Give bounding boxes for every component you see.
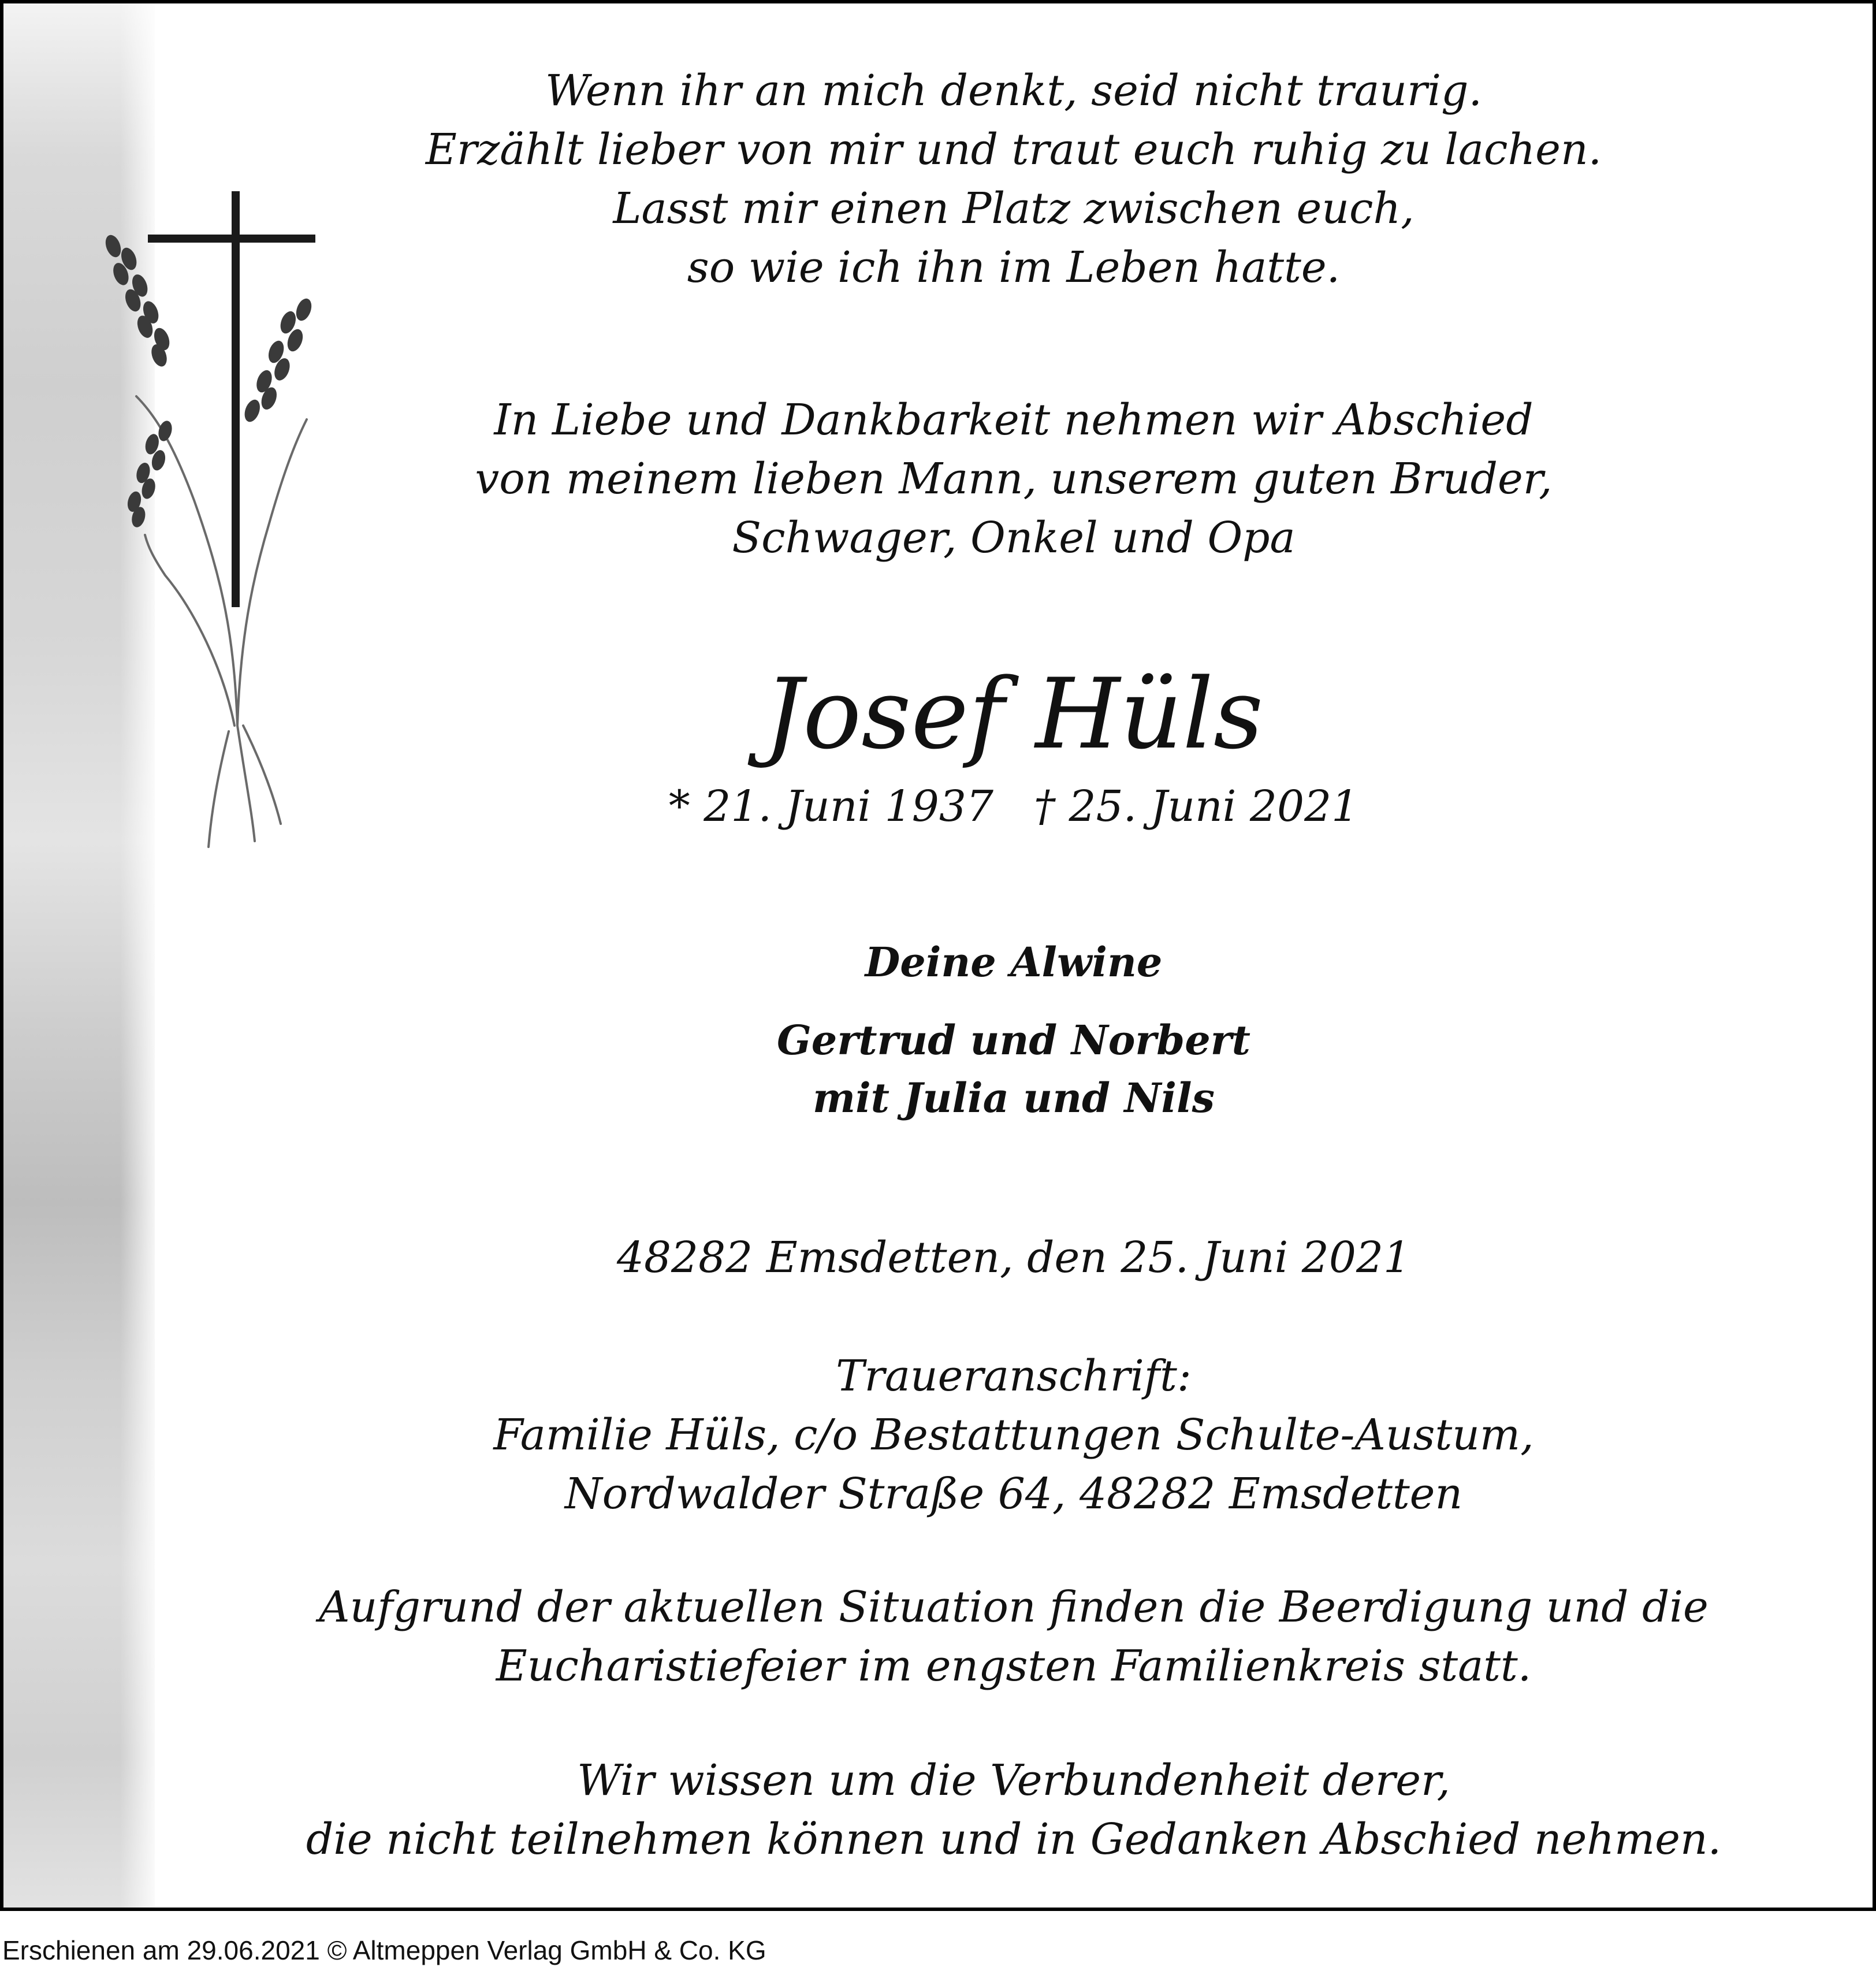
- address-line: Familie Hüls, c/o Bestattungen Schulte-Austum,: [493, 1410, 1534, 1460]
- closing-words: [155, 1751, 1873, 1869]
- mourning-address: [155, 1347, 1873, 1523]
- poem-line: so wie ich ihn im Leben hatte.: [687, 243, 1341, 292]
- funeral-notice: [155, 1578, 1873, 1696]
- intro-line: In Liebe und Dankbarkeit nehmen wir Abschied: [494, 395, 1533, 445]
- intro-line: von meinem lieben Mann, unserem guten Bruder,: [475, 454, 1553, 504]
- family-spouse: Deine Alwine: [865, 938, 1163, 986]
- life-dates: [155, 778, 1873, 835]
- publication-credit: Erschienen am 29.06.2021 © Altmeppen Verlag GmbH & Co. KG: [2, 1935, 766, 1965]
- family-line: mit Julia und Nils: [813, 1074, 1215, 1122]
- death-date: † 25. Juni 2021: [1034, 782, 1359, 831]
- intro-line: Schwager, Onkel und Opa: [732, 513, 1296, 563]
- address-label: Traueranschrift:: [836, 1351, 1192, 1401]
- family-members: [155, 1012, 1873, 1127]
- opening-poem: [155, 61, 1873, 297]
- family-line: Gertrud und Norbert: [777, 1016, 1250, 1064]
- farewell-intro: [155, 391, 1873, 567]
- closing-line: Wir wissen um die Verbundenheit derer,: [577, 1756, 1450, 1805]
- closing-line: die nicht teilnehmen können und in Gedanken Abschied nehmen.: [306, 1815, 1722, 1864]
- poem-line: Erzählt lieber von mir und traut euch ruhig zu lachen.: [425, 125, 1602, 174]
- poem-line: Wenn ihr an mich denkt, seid nicht traurig.: [545, 66, 1482, 116]
- deceased-name: Josef Hüls: [764, 657, 1264, 771]
- poem-line: Lasst mir einen Platz zwischen euch,: [613, 184, 1415, 233]
- address-line: Nordwalder Straße 64, 48282 Emsdetten: [564, 1469, 1463, 1519]
- notice-line: Aufgrund der aktuellen Situation finden die Beerdigung und die: [319, 1582, 1708, 1632]
- notice-line: Eucharistiefeier im engsten Familienkreis statt.: [496, 1641, 1532, 1691]
- birth-date: * 21. Juni 1937: [668, 782, 993, 831]
- place-and-date: 48282 Emsdetten, den 25. Juni 2021: [616, 1233, 1411, 1282]
